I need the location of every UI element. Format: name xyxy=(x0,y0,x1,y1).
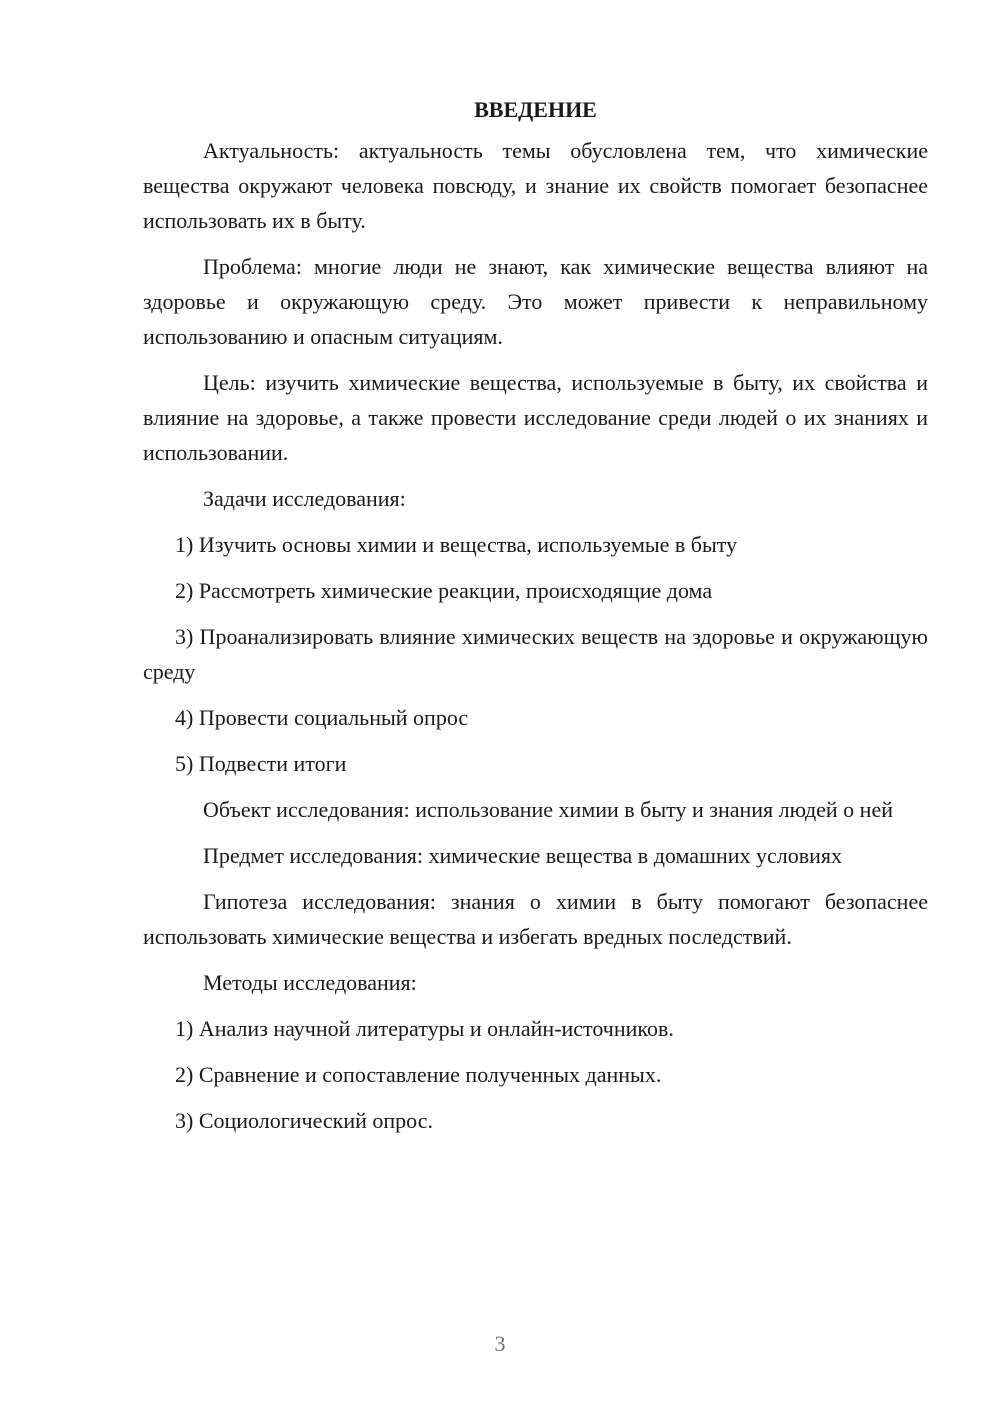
method-item-2: 2) Сравнение и сопоставление полученных данных. xyxy=(175,1062,662,1087)
page-number: 3 xyxy=(494,1331,506,1356)
task-item-5: 5) Подвести итоги xyxy=(175,751,347,776)
goal-paragraph: Цель: изучить химические вещества, используемые в быту, их свойства и влияние на здоровье, а также провести исследование среди людей о их знаниях и использовании. xyxy=(143,370,928,465)
section-heading: ВВЕДЕНИЕ xyxy=(474,97,597,122)
task-item-1: 1) Изучить основы химии и вещества, используемые в быту xyxy=(175,532,738,557)
methods-title: Методы исследования: xyxy=(203,970,417,995)
object-paragraph: Объект исследования: использование химии в быту и знания людей о ней xyxy=(203,797,893,822)
document-page xyxy=(143,92,928,1149)
subject-paragraph: Предмет исследования: химические вещества в домашних условиях xyxy=(203,843,843,868)
hypothesis-paragraph: Гипотеза исследования: знания о химии в быту помогают безопаснее использовать химические вещества и избегать вредных последствий. xyxy=(143,889,928,949)
task-item-4: 4) Провести социальный опрос xyxy=(175,705,469,730)
relevance-paragraph: Актуальность: актуальность темы обусловлена тем, что химические вещества окружают человека повсюду, и знание их свойств помогает безопаснее использовать их в быту. xyxy=(143,138,928,233)
tasks-title: Задачи исследования: xyxy=(203,486,406,511)
problem-paragraph: Проблема: многие люди не знают, как химические вещества влияют на здоровье и окружающую среду. Это может привести к неправильному использованию и опасным ситуациям. xyxy=(143,254,928,349)
task-item-3: 3) Проанализировать влияние химических веществ на здоровье и окружающую среду xyxy=(143,624,928,684)
task-item-2: 2) Рассмотреть химические реакции, происходящие дома xyxy=(175,578,713,603)
method-item-3: 3) Социологический опрос. xyxy=(175,1108,433,1133)
method-item-1: 1) Анализ научной литературы и онлайн-источников. xyxy=(175,1016,674,1041)
